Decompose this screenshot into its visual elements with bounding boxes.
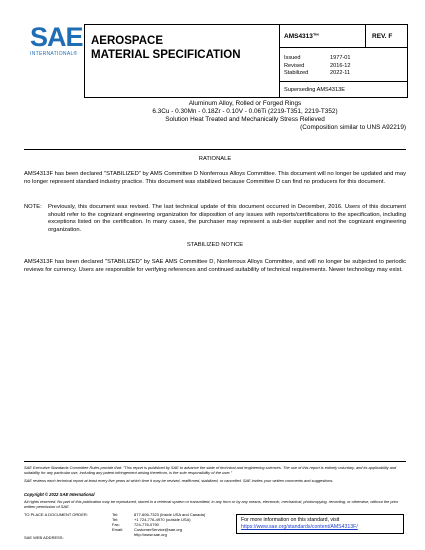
footer-fine-print-2: SAE reviews each technical report at least every five years at which time it may be revised, reaffirmed, stabilized, or cancelled. SAE invites your written comments and suggestions. xyxy=(24,478,334,483)
date-row xyxy=(284,55,351,63)
contact-value: 724-776-0790 xyxy=(134,522,159,527)
logo-subtitle: INTERNATIONAL® xyxy=(30,51,78,57)
rationale-text: AMS4313F has been declared "STABILIZED" by AMS Committee D Nonferrous Alloys Committee. This document will no longer be updated and may no longer represent standard industry practice. This document was stabilized because Committee D can find no producers for this document. xyxy=(24,171,406,185)
note-label: NOTE: xyxy=(24,204,42,210)
superseding-note: Superseding AMS4313E xyxy=(284,87,345,93)
contact-value: +1 724-776-4970 (outside USA) xyxy=(134,517,191,522)
contact-value[interactable]: CustomerService@sae.org xyxy=(134,527,183,532)
subject-line-2: 6.3Cu - 0.30Mn - 0.18Zr - 0.10V - 0.06Ti (2219-T351, 2219-T352) xyxy=(152,108,338,115)
date-value: 2022-11 xyxy=(330,70,351,77)
subject-block xyxy=(84,100,406,131)
footer-fine-print-3: All rights reserved. No part of this publication may be reproduced, stored in a retrieval system or transmitted, in any form or by any means, electronic, mechanical, photocopying, recording, or otherwise, without the prior written permission of SAE. xyxy=(24,499,399,509)
logo-mark: SAE xyxy=(30,22,83,52)
header-rule xyxy=(279,81,407,82)
subject-line-3: Solution Heat Treated and Mechanically Stress Relieved xyxy=(165,116,325,123)
title-line-1: AEROSPACE xyxy=(91,35,163,47)
url-prompt: For more information on this standard, visit xyxy=(241,517,340,523)
contact-key: Email: xyxy=(112,527,124,532)
contact-key: Tel: xyxy=(112,517,119,522)
doc-title xyxy=(91,34,241,62)
date-value: 2016-12 xyxy=(330,62,351,69)
order-label: TO PLACE A DOCUMENT ORDER: xyxy=(24,512,88,517)
rationale-heading: RATIONALE xyxy=(198,156,232,162)
header-divider xyxy=(279,25,280,97)
date-value: 1977-01 xyxy=(330,55,351,61)
date-table xyxy=(284,55,351,78)
date-label: Issued xyxy=(284,55,301,61)
rev-divider xyxy=(365,25,366,47)
contact-value: 877-606-7323 (inside USA and Canada) xyxy=(134,512,206,517)
date-label: Revised xyxy=(284,62,305,69)
copyright: Copyright © 2022 SAE International xyxy=(24,492,95,497)
standard-url-link[interactable]: https://www.sae.org/standards/content/AMS4313F/ xyxy=(241,524,358,530)
note-text: Previously, this document was revised. The last technical update of this document occurred in December, 2016. Users of this document should refer to the cognizant engineering organization for disposition of any issues with reports/certifications to the specification, including exceptions listed on the certification. In many cases, the purchaser may represent a sub-tier supplier and not the cognizant engineering organization. xyxy=(48,204,406,233)
title-line-2: MATERIAL SPECIFICATION xyxy=(91,49,241,61)
subject-line-4: (Composition similar to UNS A92219) xyxy=(300,124,406,131)
sae-logo xyxy=(30,24,86,57)
date-label: Stabilized xyxy=(284,70,309,77)
section-divider xyxy=(24,149,406,150)
contact-key: Tel: xyxy=(112,512,119,517)
contact-key: Fax: xyxy=(112,522,120,527)
footer-fine-print-1: SAE Executive Standards Committee Rules provide that: "This report is published by SAE to advance the state of technical and engineering sciences. The use of this report is entirely voluntary, and its applicability and suitability for any particular use, including any patent infringement arising therefrom, is the sole responsibility of the user." xyxy=(24,465,397,475)
contact-row xyxy=(112,532,205,537)
web-address-label: SAE WEB ADDRESS: xyxy=(24,535,64,540)
footer-divider xyxy=(24,461,406,462)
stabilized-text: AMS4313F has been declared "STABILIZED" by SAE AMS Committee D, Nonferrous Alloys Committee, and will no longer be subjected to periodic reviews for currency. Users are responsible for verifying references and continued suitability of technical requirements. Newer technology may exist. xyxy=(24,259,406,273)
standard-url-box xyxy=(236,514,404,534)
doc-number: AMS4313™ xyxy=(284,33,320,40)
date-row xyxy=(284,63,351,71)
stabilized-heading: STABILIZED NOTICE xyxy=(186,242,244,248)
contact-list xyxy=(112,512,205,537)
contact-website-link[interactable]: http://www.sae.org xyxy=(134,532,167,537)
date-row xyxy=(284,70,351,78)
revision-label: REV. F xyxy=(372,33,393,40)
header-rule xyxy=(279,47,407,48)
subject-line-1: Aluminum Alloy, Rolled or Forged Rings xyxy=(188,100,302,107)
